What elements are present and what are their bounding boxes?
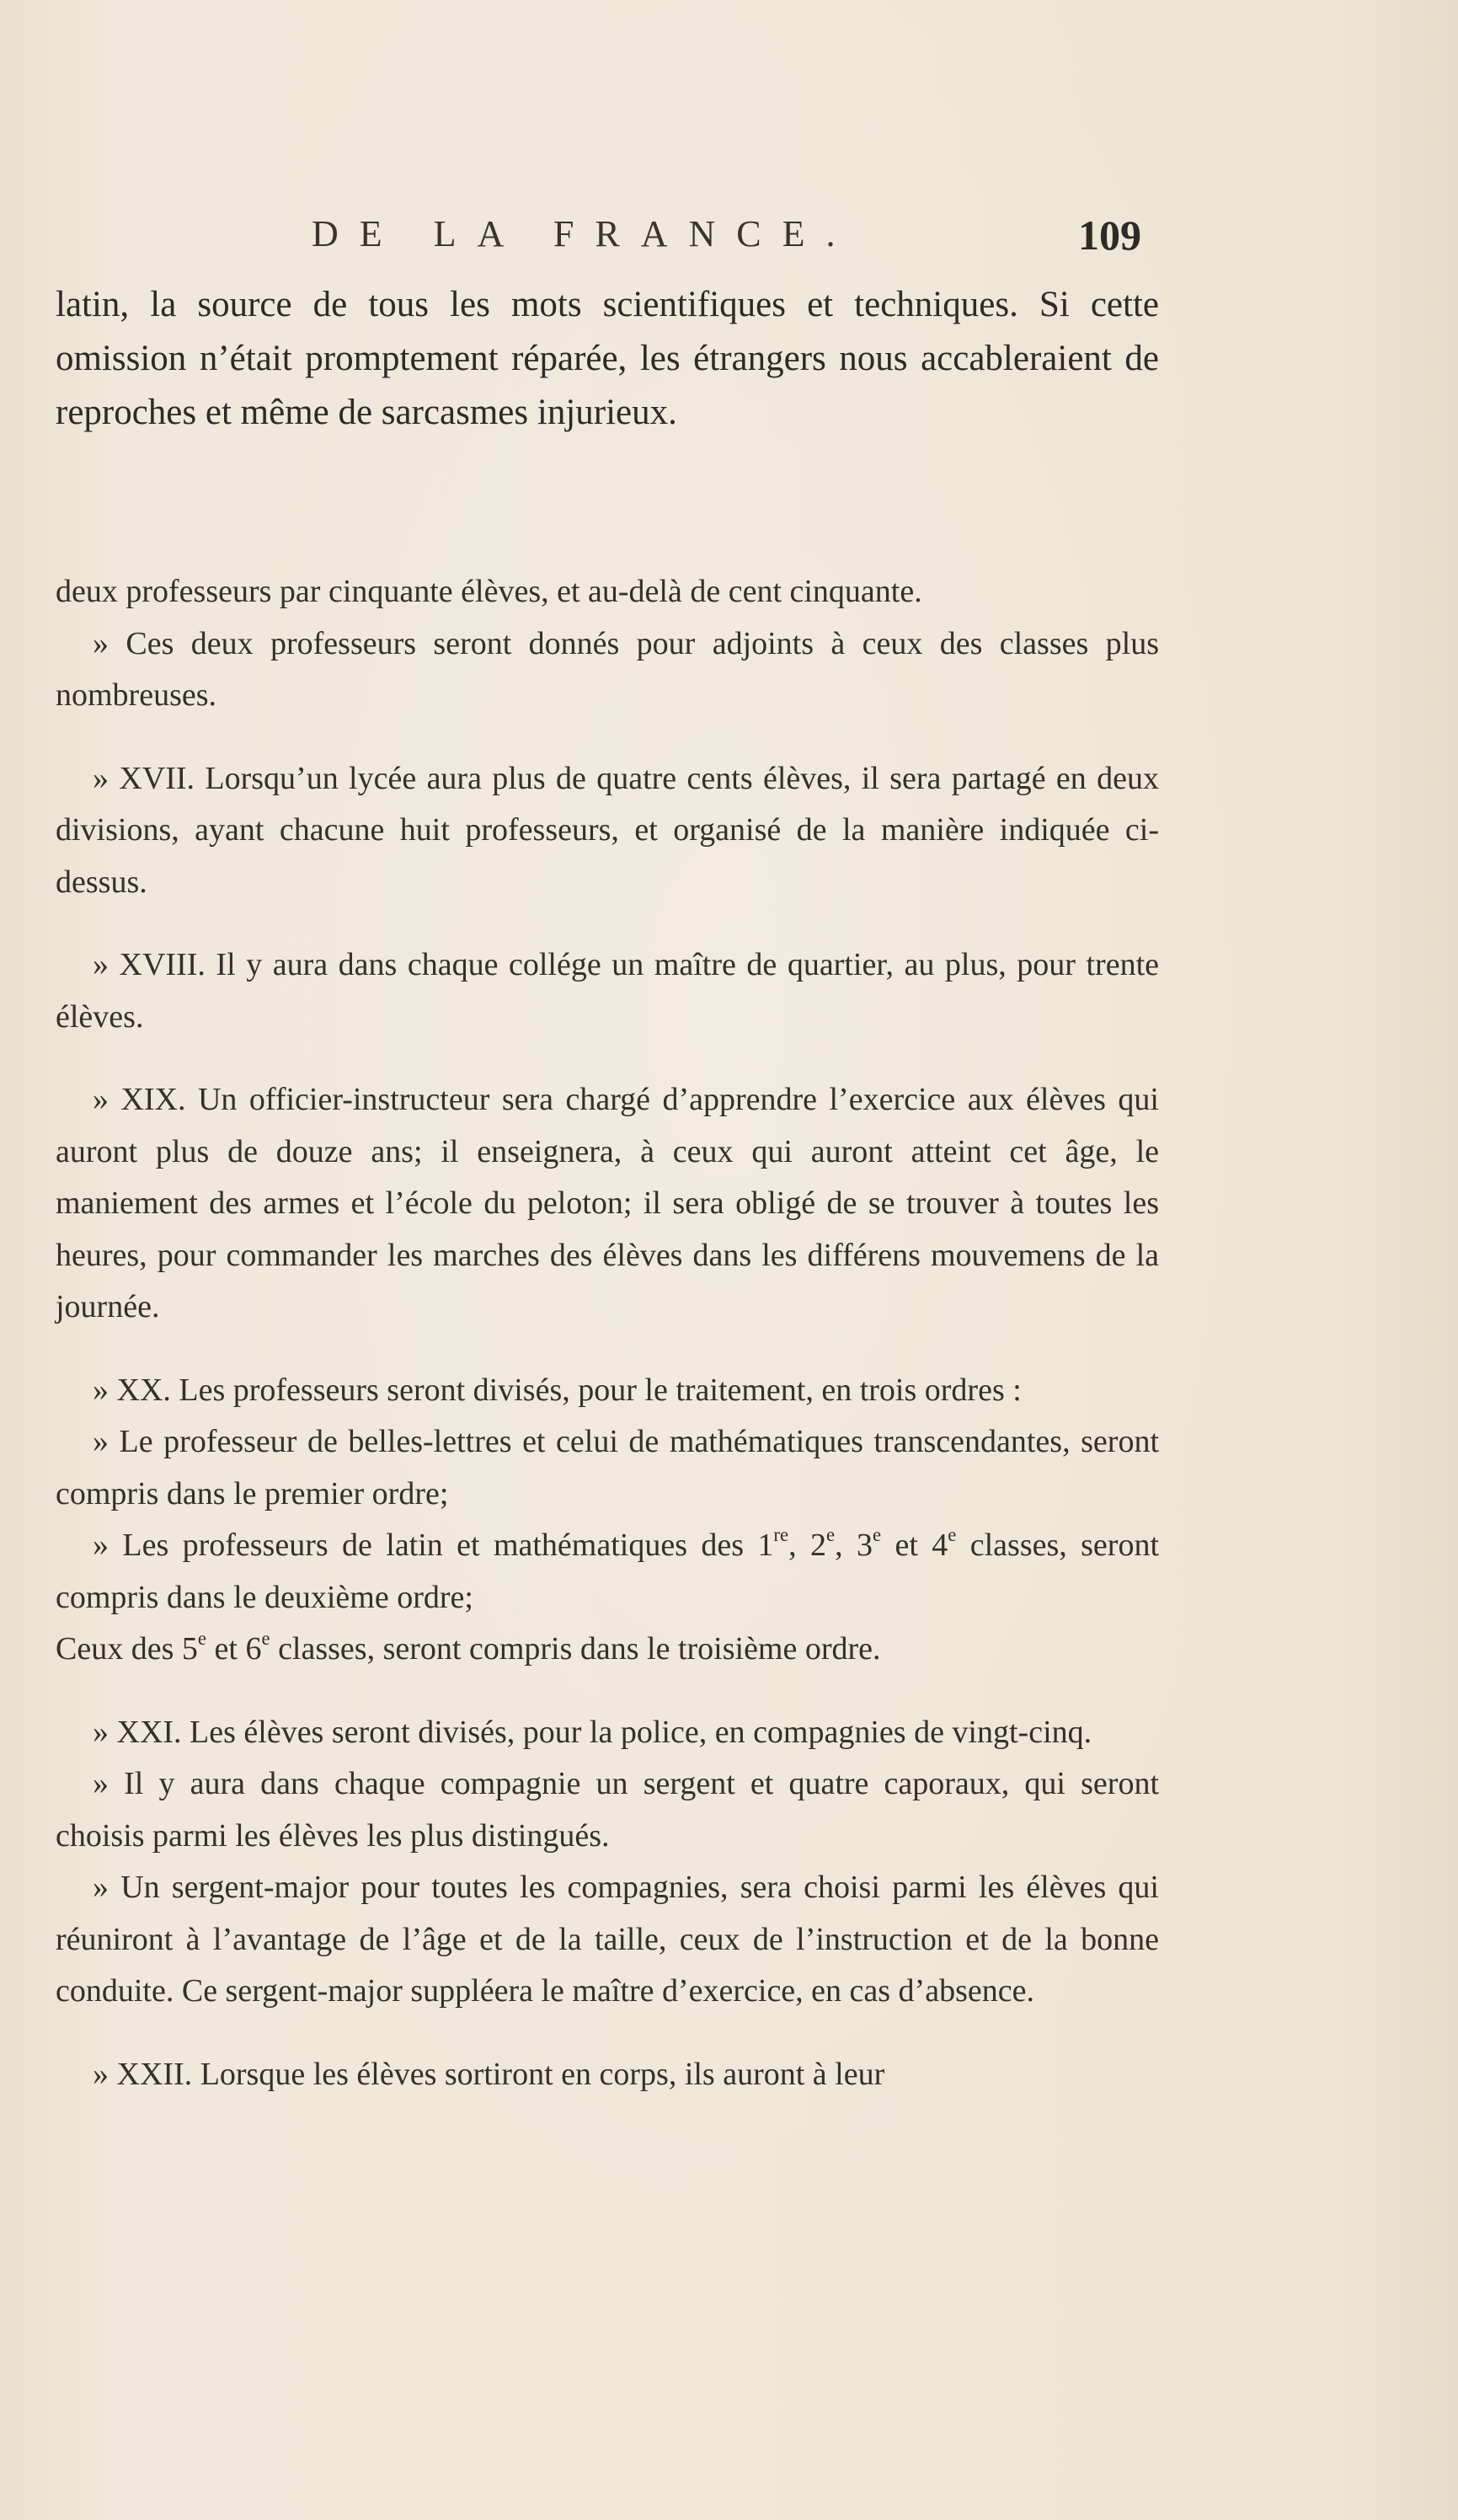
page-number: 109 [1078,211,1141,259]
decree-text-block [56,566,1159,2100]
paragraph-adjoints: » Ces deux professeurs seront donnés pour adjoints à ceux des classes plus nombreuses. [56,625,1159,713]
article-xxii: » XXII. Lorsque les élèves sortiront en corps, ils auront à leur [93,2056,885,2092]
article-xxi-sergent: » Il y aura dans chaque compagnie un sergent et quatre caporaux, qui seront choisis parmi les élèves les plus distingués. [56,1766,1159,1854]
running-head: DE LA FRANCE. [312,213,857,254]
article-xx: » XX. Les professeurs seront divisés, pour le traitement, en trois ordres : [93,1372,1022,1408]
article-xx-first-order: » Le professeur de belles-lettres et celui de mathématiques transcendantes, seront compris dans le premier ordre; [56,1424,1159,1511]
article-xxi: » XXI. Les élèves seront divisés, pour la police, en compagnies de vingt-cinq. [93,1714,1092,1750]
article-xx-third-order: Ceux des 5e et 6e classes, seront compris dans le troisième ordre. [56,1627,881,1667]
article-xxi-sergent-major: » Un sergent-major pour toutes les compagnies, sera choisi parmi les élèves qui réuniront à l’avantage de l’âge et de la taille, ceux de l’instruction et de la bonne conduite. Ce sergent-major suppléera le maître d’exercice, en cas d’absence. [56,1870,1159,2009]
article-xx-second-order: » Les professeurs de latin et mathématiques des 1re, 2e, 3e et 4e classes, seront compris dans le deuxième ordre; [56,1523,1160,1615]
page-header [0,212,1458,271]
paragraph-continuation: deux professeurs par cinquante élèves, et au-delà de cent cinquante. [56,574,922,609]
article-xix: » XIX. Un officier-instructeur sera chargé d’apprendre l’exercice aux élèves qui auront plus de douze ans; il enseignera, à ceux qui auront atteint cet âge, le maniement des armes et l’école du peloton; il sera obligé de se trouver à toutes les heures, pour commander les marches des élèves dans les différens mouvemens de la journée. [56,1082,1159,1324]
intro-text-block [56,278,1159,440]
article-xvii: » XVII. Lorsqu’un lycée aura plus de quatre cents élèves, il sera partagé en deux divisions, ayant chacune huit professeurs, et organisé de la manière indiquée ci-dessus. [56,760,1159,900]
article-xviii: » XVIII. Il y aura dans chaque collége un maître de quartier, au plus, pour trente élèves. [56,947,1159,1035]
intro-paragraph: latin, la source de tous les mots scientifiques et techniques. Si cette omission n’était promptement réparée, les étrangers nous accableraient de reproches et même de sarcasmes injurieux. [56,285,1159,432]
